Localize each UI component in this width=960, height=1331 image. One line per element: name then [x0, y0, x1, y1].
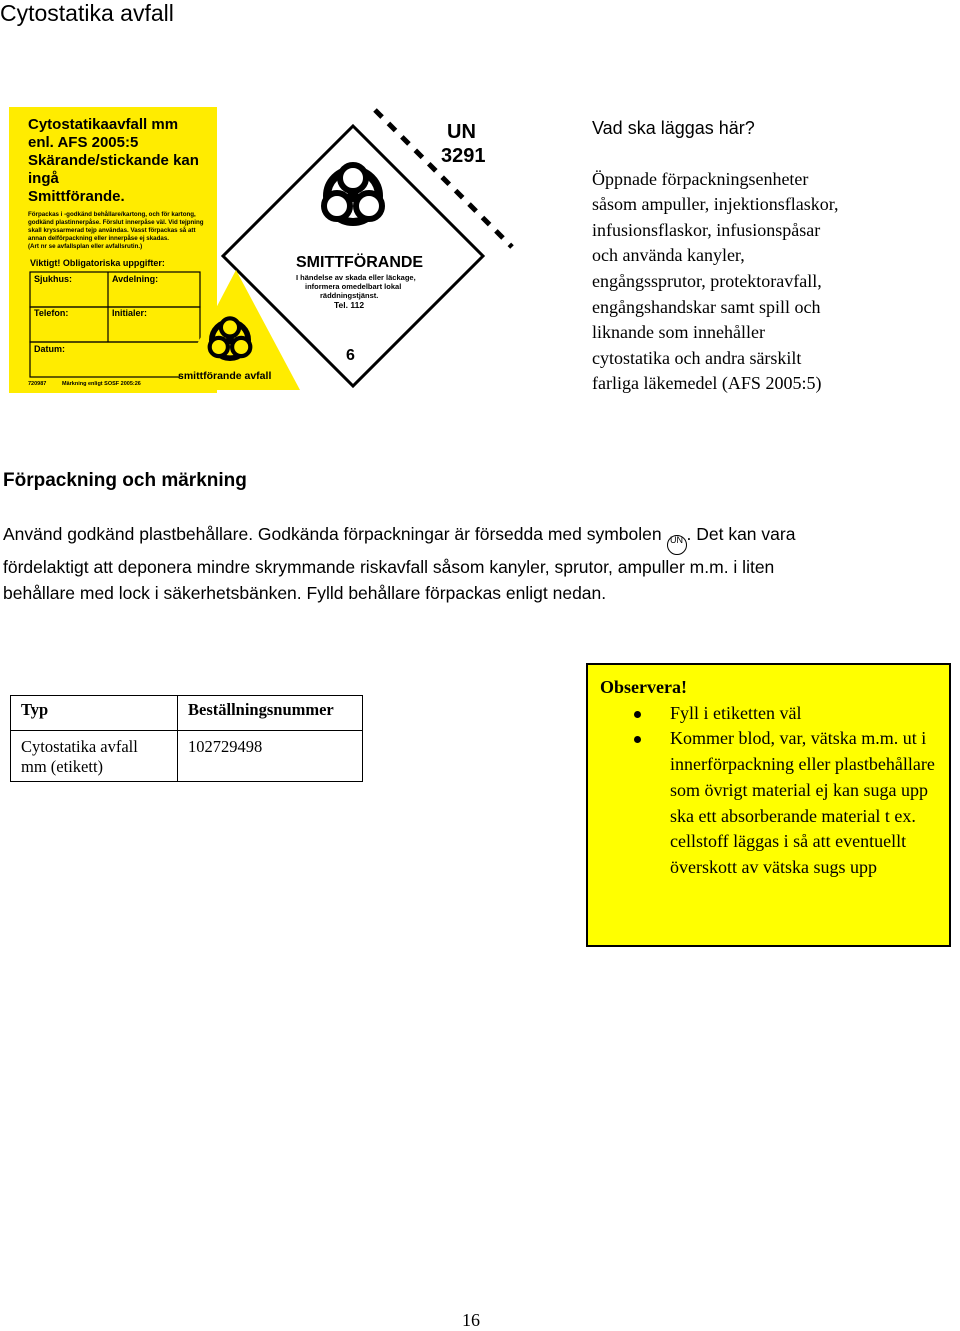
note-list — [600, 701, 937, 881]
waste-description — [592, 116, 922, 397]
description-line: infusionsflaskor, infusionspåsar — [592, 219, 821, 240]
note-item — [600, 726, 937, 880]
label1-avdelning: Avdelning: — [112, 274, 159, 284]
diamond-title: SMITTFÖRANDE — [296, 254, 424, 271]
cytostatika-label — [9, 107, 217, 393]
note-item-text: Fyll i etiketten väl — [670, 702, 802, 723]
diamond-text3: räddningstjänst. — [320, 291, 379, 300]
diamond-tel: Tel. 112 — [334, 300, 365, 310]
un-text: UN — [447, 121, 476, 143]
note-title: Observera! — [600, 677, 687, 697]
page-number: 16 — [462, 1310, 480, 1330]
label1-datum: Datum: — [34, 344, 65, 354]
bullet-icon — [634, 711, 641, 718]
bullet-icon — [634, 736, 641, 743]
label1-line2: enl. AFS 2005:5 — [28, 134, 139, 151]
diamond-text1: I händelse av skada eller läckage, — [296, 273, 416, 282]
table-header-typ: Typ — [11, 696, 178, 731]
label1-sjukhus: Sjukhus: — [34, 274, 73, 284]
diamond-text2: informera omedelbart lokal — [305, 282, 402, 291]
section-line1b: . Det kan vara — [686, 524, 796, 544]
description-line: cytostatika och andra särskilt — [592, 347, 802, 368]
table-header-bestallningsnummer: Beställningsnummer — [178, 696, 363, 731]
un-number: 3291 — [441, 145, 486, 167]
table-cell-nummer: 102729498 — [178, 731, 363, 782]
description-line: liknande som innehåller — [592, 322, 765, 343]
description-line: engångshandskar samt spill och — [592, 296, 821, 317]
label1-small2: godkänd plastinnerpåse. Förslut innerpåse väl. Vid tejpning — [28, 219, 204, 226]
label1-line5: Smittförande. — [28, 188, 125, 205]
section-line2: fördelaktigt att deponera mindre skrymmande riskavfall såsom kanyler, sprutor, ampuller m.m. i liten — [3, 557, 775, 577]
diamond-class: 6 — [346, 347, 355, 364]
note-item-text: Kommer blod, var, vätska m.m. ut i innerförpackning eller plastbehållare som övrigt material ej kan suga upp ska ett absorberande material t ex. cellstoff läggas i så att eventuellt överskott av vätska sugs upp — [670, 728, 935, 877]
section-heading: Förpackning och märkning — [3, 470, 247, 491]
label1-initialer: Initialer: — [112, 308, 148, 318]
description-line: Öppnade förpackningsenheter — [592, 168, 809, 189]
label1-small3: skall kryssarmerad tejp användas. Vasst förpackas så att — [28, 227, 196, 234]
label1-code: 720987 — [28, 381, 47, 387]
un-symbol-icon: UN — [667, 535, 687, 555]
description-line: och använda kanyler, — [592, 245, 745, 266]
label1-line4: ingå — [28, 170, 59, 187]
table-header-row — [11, 696, 363, 731]
label1-line3: Skärande/stickande kan — [28, 152, 199, 169]
label1-small1: Förpackas i -godkänd behållare/kartong, och för kartong, — [28, 211, 196, 218]
label1-viktigt: Viktigt! Obligatoriska uppgifter: — [30, 258, 165, 268]
label1-title: Cytostatikaavfall mm — [28, 116, 179, 133]
triangle-text: smittförande avfall — [178, 370, 272, 382]
description-line: såsom ampuller, injektionsflaskor, — [592, 194, 839, 215]
table-cell-typ: Cytostatika avfall mm (etikett) — [11, 731, 178, 782]
section-line1a: Använd godkänd plastbehållare. Godkända förpackningar är försedda med symbolen — [3, 524, 662, 544]
table-row — [11, 731, 363, 782]
waste-label-figure — [0, 102, 520, 398]
note-box — [586, 663, 951, 947]
order-table — [10, 695, 363, 782]
label1-small5: (Art nr se avfallsplan eller avfallsrutin.) — [28, 243, 143, 250]
description-line: farliga läkemedel (AFS 2005:5) — [592, 373, 822, 394]
note-item — [600, 701, 937, 727]
label1-footer: Märkning enligt SOSF 2005:26 — [62, 381, 141, 387]
description-line: engångssprutor, protektoravfall, — [592, 270, 822, 291]
section-line3: behållare med lock i säkerhetsbänken. Fylld behållare förpackas enligt nedan. — [3, 582, 607, 603]
page-title: Cytostatika avfall — [0, 0, 174, 26]
description-heading: Vad ska läggas här? — [592, 118, 755, 138]
label1-telefon: Telefon: — [34, 308, 69, 318]
label1-small4: annan delförpackning eller innerpåse ej skadas. — [28, 235, 169, 242]
section-body — [3, 522, 933, 606]
